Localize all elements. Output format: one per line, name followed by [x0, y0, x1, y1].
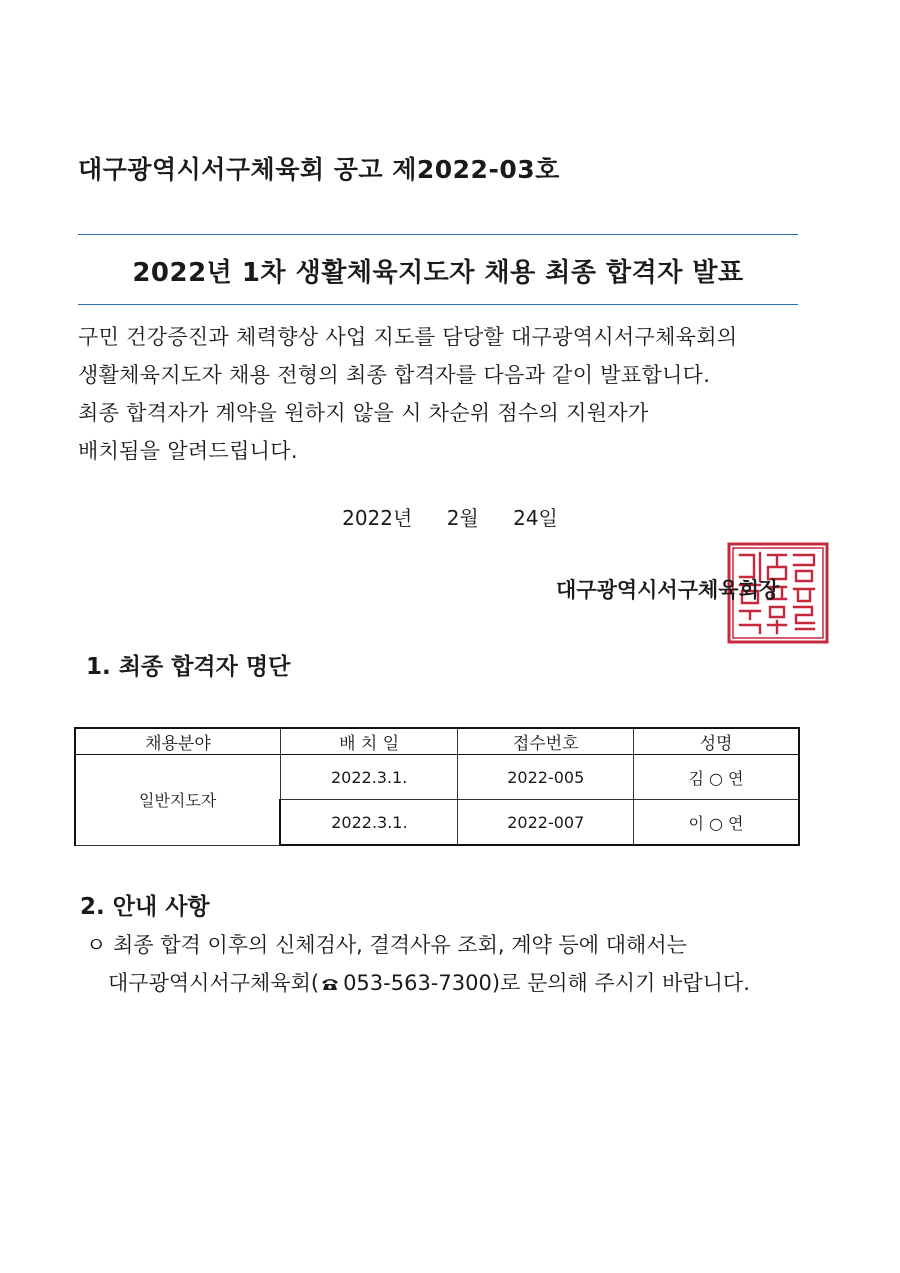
- cell-field: 일반지도자: [75, 755, 280, 846]
- table-row: [75, 755, 799, 800]
- title-bottom-rule: [78, 304, 798, 305]
- phone-number: 053-563-7300: [343, 971, 492, 995]
- section-title-notes: 2. 안내 사항: [80, 894, 210, 920]
- note-text-suffix: )로 문의해 주시기 바랍니다.: [491, 971, 750, 995]
- section-title-roster: 1. 최종 합격자 명단: [86, 654, 291, 680]
- header-field: 채용분야: [75, 728, 280, 755]
- cell-date: 2022.3.1.: [280, 755, 458, 800]
- notice-number: 대구광역시서구체육회 공고 제2022-03호: [78, 155, 560, 184]
- announcement-date: [0, 502, 900, 531]
- notes-body: [86, 926, 750, 1002]
- date-day: 24일: [513, 506, 558, 530]
- header-name: 성명: [634, 728, 800, 755]
- title-top-rule: [78, 234, 798, 235]
- note-text: 최종 합격 이후의 신체검사, 결격사유 조회, 계약 등에 대해서는: [112, 933, 687, 957]
- cell-name: 이 ○ 연: [634, 800, 800, 846]
- body-line: 최종 합격자가 계약을 원하지 않을 시 차순위 점수의 지원자가: [78, 401, 649, 425]
- cell-receipt-no: 2022-007: [458, 800, 634, 846]
- cell-receipt-no: 2022-005: [458, 755, 634, 800]
- successful-candidates-table: [74, 727, 800, 846]
- telephone-icon: [321, 977, 339, 991]
- bullet-marker: ㅇ: [86, 933, 107, 957]
- note-text-prefix: 대구광역시서구체육회(: [108, 971, 320, 995]
- header-receipt-no: 접수번호: [458, 728, 634, 755]
- date-year: 2022년: [342, 506, 413, 530]
- document-title: 2022년 1차 생활체육지도자 채용 최종 합격자 발표: [132, 258, 744, 288]
- cell-date: 2022.3.1.: [280, 800, 458, 846]
- body-line: 배치됨을 알려드립니다.: [78, 439, 298, 463]
- body-line: 구민 건강증진과 체력향상 사업 지도를 담당할 대구광역시서구체육회의: [78, 325, 738, 349]
- header-date: 배 치 일: [280, 728, 458, 755]
- note-line: [86, 964, 750, 1002]
- date-month: 2월: [446, 506, 479, 530]
- body-line: 생활체육지도자 채용 전형의 최종 합격자를 다음과 같이 발표합니다.: [78, 363, 711, 387]
- note-line: [86, 926, 750, 964]
- announcement-body: [78, 318, 818, 470]
- issuer-name: 대구광역시서구체육회장: [556, 578, 780, 602]
- cell-name: 김 ○ 연: [634, 755, 800, 800]
- table-header-row: [75, 728, 799, 755]
